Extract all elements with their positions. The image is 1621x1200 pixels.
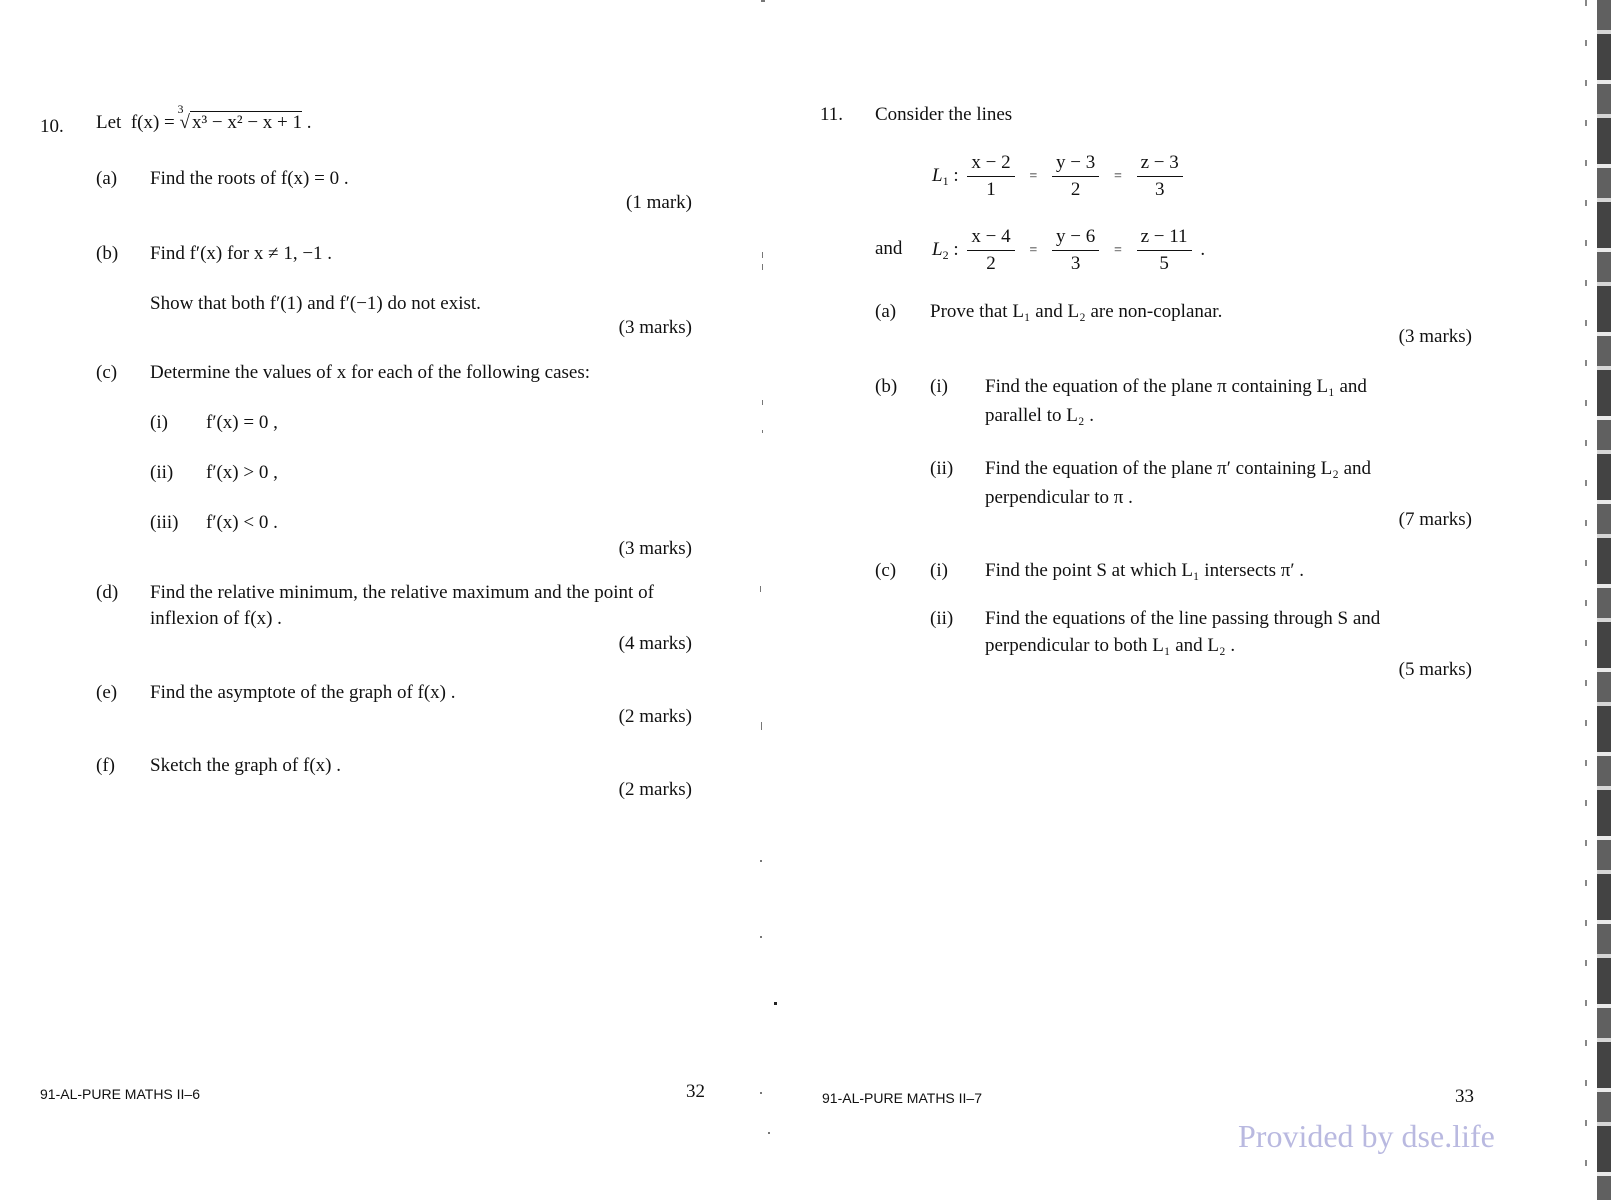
l2-fraction-x: $\frac{x - 4}{2}$	[967, 226, 1014, 275]
q10c-i-expr: f′(x) = 0 ,	[206, 412, 278, 433]
q10b-text1: Find f′(x) for x ≠ 1, −1 .	[150, 243, 333, 264]
q11b-i-line2: parallel to L₂ .	[985, 405, 1094, 426]
l1-sub: 1	[942, 173, 949, 188]
l2-colon: :	[953, 238, 959, 260]
q10d-text2: inflexion of f(x) .	[150, 608, 282, 629]
q10a-text: Find the roots of f(x) = 0 .	[150, 168, 349, 189]
l1-fraction-y: $\frac{y - 3}{2}$	[1052, 152, 1099, 201]
l2-fraction-y: $\frac{y - 6}{3}$	[1052, 226, 1099, 275]
speck	[760, 936, 762, 938]
q11c-label: (c)	[875, 560, 897, 581]
equals-sign: =	[1029, 168, 1038, 184]
q11-number: 11.	[820, 104, 844, 125]
radicand: x³ − x² − x + 1	[191, 112, 303, 133]
q10c-label: (c)	[96, 362, 118, 383]
q11b-ii-label: (ii)	[930, 458, 954, 479]
q11b-ii-line1: Find the equation of the plane π′ containing L₂ and	[985, 458, 1372, 479]
q10b-marks: (3 marks)	[618, 317, 692, 338]
q11b-label: (b)	[875, 376, 898, 397]
l2-sub: 2	[942, 247, 949, 262]
equals-sign: =	[1113, 242, 1122, 258]
equals-sign: =	[1113, 168, 1122, 184]
l2-name: L	[932, 238, 943, 260]
speck	[760, 586, 761, 592]
q11b-i-label: (i)	[930, 376, 948, 397]
q10e-text: Find the asymptote of the graph of f(x) .	[150, 682, 456, 703]
scan-edge-artifact	[1585, 0, 1587, 1200]
q11c-marks: (5 marks)	[1398, 659, 1472, 680]
q10b-text2: Show that both f′(1) and f′(−1) do not exist.	[150, 293, 481, 314]
q10a-marks: (1 mark)	[626, 192, 692, 213]
watermark[interactable]: Provided by dse.life	[1238, 1118, 1495, 1154]
speck	[761, 0, 765, 2]
q11c-ii-label: (ii)	[930, 608, 954, 629]
speck	[762, 252, 763, 258]
q11c-i-line1: Find the point S at which L₁ intersects π′ .	[985, 560, 1305, 581]
equals-sign: =	[1029, 242, 1038, 258]
q10-stem	[96, 102, 312, 134]
line-l1-equation	[932, 152, 1187, 201]
speck	[762, 430, 763, 433]
l2-and: and	[875, 238, 903, 259]
l1-colon: :	[953, 164, 959, 186]
speck	[761, 722, 762, 730]
root-index: 3	[177, 102, 184, 116]
q10c-marks: (3 marks)	[618, 538, 692, 559]
left-page-number: 32	[686, 1081, 705, 1102]
right-page-number: 33	[1455, 1086, 1474, 1107]
l2-fraction-z: $\frac{z - 11}{5}$	[1137, 226, 1192, 275]
q11a-text: Prove that L₁ and L₂ are non-coplanar.	[930, 301, 1223, 322]
l2-end: .	[1200, 238, 1206, 260]
q10c-i-label: (i)	[150, 412, 168, 433]
q10c-iii-expr: f′(x) < 0 .	[206, 512, 278, 533]
q10e-marks: (2 marks)	[618, 706, 692, 727]
q11b-i-line1: Find the equation of the plane π containing L₁ and	[985, 376, 1367, 397]
q10-fx: f(x) =	[130, 112, 175, 133]
right-footer: 91-AL-PURE MATHS II–7	[822, 1090, 983, 1106]
q11a-label: (a)	[875, 301, 897, 322]
l1-name: L	[932, 164, 943, 186]
q11c-i-label: (i)	[930, 560, 948, 581]
q10-end: .	[306, 112, 312, 133]
q10d-label: (d)	[96, 582, 119, 603]
q10c-iii-label: (iii)	[150, 512, 179, 533]
q11-intro: Consider the lines	[875, 104, 1013, 125]
q10e-label: (e)	[96, 682, 118, 703]
q10f-label: (f)	[96, 755, 115, 776]
q11a-marks: (3 marks)	[1398, 326, 1472, 347]
q11c-ii-line2: perpendicular to both L₁ and L₂ .	[985, 635, 1236, 656]
speck	[774, 1002, 777, 1005]
q10c-text: Determine the values of x for each of the following cases:	[150, 362, 591, 383]
line-l2-equation	[932, 226, 1205, 275]
q10d-text1: Find the relative minimum, the relative maximum and the point of	[150, 582, 654, 603]
q11b-ii-line2: perpendicular to π .	[985, 487, 1133, 508]
q10c-ii-expr: f′(x) > 0 ,	[206, 462, 278, 483]
q10f-marks: (2 marks)	[618, 779, 692, 800]
q10-intro: Let	[96, 112, 122, 133]
speck	[760, 1092, 762, 1094]
l1-fraction-z: $\frac{z - 3}{3}$	[1137, 152, 1183, 201]
speck	[762, 400, 763, 405]
q11b-marks: (7 marks)	[1398, 509, 1472, 530]
q10d-marks: (4 marks)	[618, 633, 692, 654]
speck	[762, 264, 763, 270]
scan-edge-band	[1597, 0, 1611, 1200]
left-footer: 91-AL-PURE MATHS II–6	[40, 1086, 201, 1102]
q10-number: 10.	[40, 116, 64, 137]
speck	[768, 1132, 770, 1134]
q10b-label: (b)	[96, 243, 119, 264]
q11c-ii-line1: Find the equations of the line passing through S and	[985, 608, 1381, 629]
q10a-label: (a)	[96, 168, 118, 189]
cube-root: 3 √ x³ − x² − x + 1	[177, 102, 303, 133]
speck	[760, 860, 762, 862]
q10f-text: Sketch the graph of f(x) .	[150, 755, 341, 776]
q10c-ii-label: (ii)	[150, 462, 174, 483]
l1-fraction-x: $\frac{x - 2}{1}$	[967, 152, 1014, 201]
